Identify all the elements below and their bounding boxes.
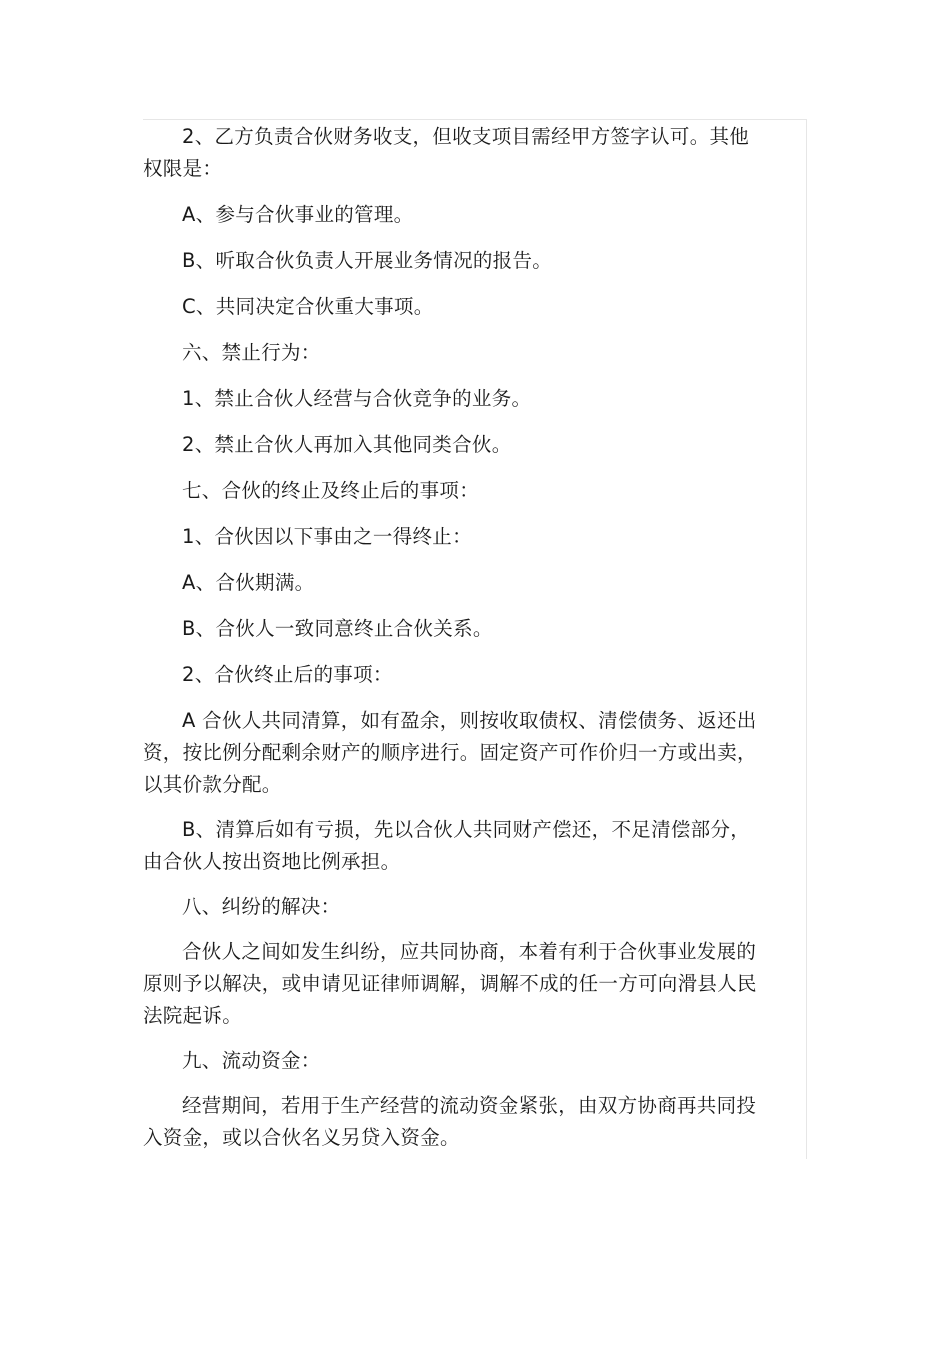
clause-a-manage: A、参与合伙事业的管理。	[182, 203, 414, 226]
section-6-heading: 六、禁止行为：	[182, 341, 321, 364]
clause-7-1: 1、合伙因以下事由之一得终止：	[182, 525, 472, 548]
clause-9-text: 经营期间，若用于生产经营的流动资金紧张，由双方协商再共同投入资金，或以合伙名义另贷入资金。	[143, 1094, 757, 1149]
clause-7-1-a: A、合伙期满。	[182, 571, 315, 594]
clause-6-1: 1、禁止合伙人经营与合伙竞争的业务。	[182, 387, 532, 410]
clause-7-2: 2、合伙终止后的事项：	[182, 663, 393, 686]
clause-7-2-a: A 合伙人共同清算，如有盈余，则按收取债权、清偿债务、返还出资，按比例分配剩余财产的顺序进行。固定资产可作价归一方或出卖，以其价款分配。	[143, 709, 757, 796]
section-7-heading: 七、合伙的终止及终止后的事项：	[182, 479, 480, 502]
clause-6-2: 2、禁止合伙人再加入其他同类合伙。	[182, 433, 512, 456]
section-9-heading: 九、流动资金：	[182, 1049, 321, 1072]
clause-c-decide: C、共同决定合伙重大事项。	[182, 295, 434, 318]
document-body	[143, 121, 758, 1154]
clause-7-1-b: B、合伙人一致同意终止合伙关系。	[182, 617, 493, 640]
clause-b-report: B、听取合伙负责人开展业务情况的报告。	[182, 249, 553, 272]
section-8-heading: 八、纠纷的解决：	[182, 895, 341, 918]
clause-7-2-b: B、清算后如有亏损，先以合伙人共同财产偿还，不足清偿部分，由合伙人按出资地比例承担。	[143, 818, 751, 873]
clause-8-text: 合伙人之间如发生纠纷，应共同协商，本着有利于合伙事业发展的原则予以解决，或申请见证律师调解，调解不成的任一方可向滑县人民法院起诉。	[143, 940, 757, 1027]
clause-2-finance: 2、乙方负责合伙财务收支，但收支项目需经甲方签字认可。其他权限是：	[143, 125, 750, 180]
